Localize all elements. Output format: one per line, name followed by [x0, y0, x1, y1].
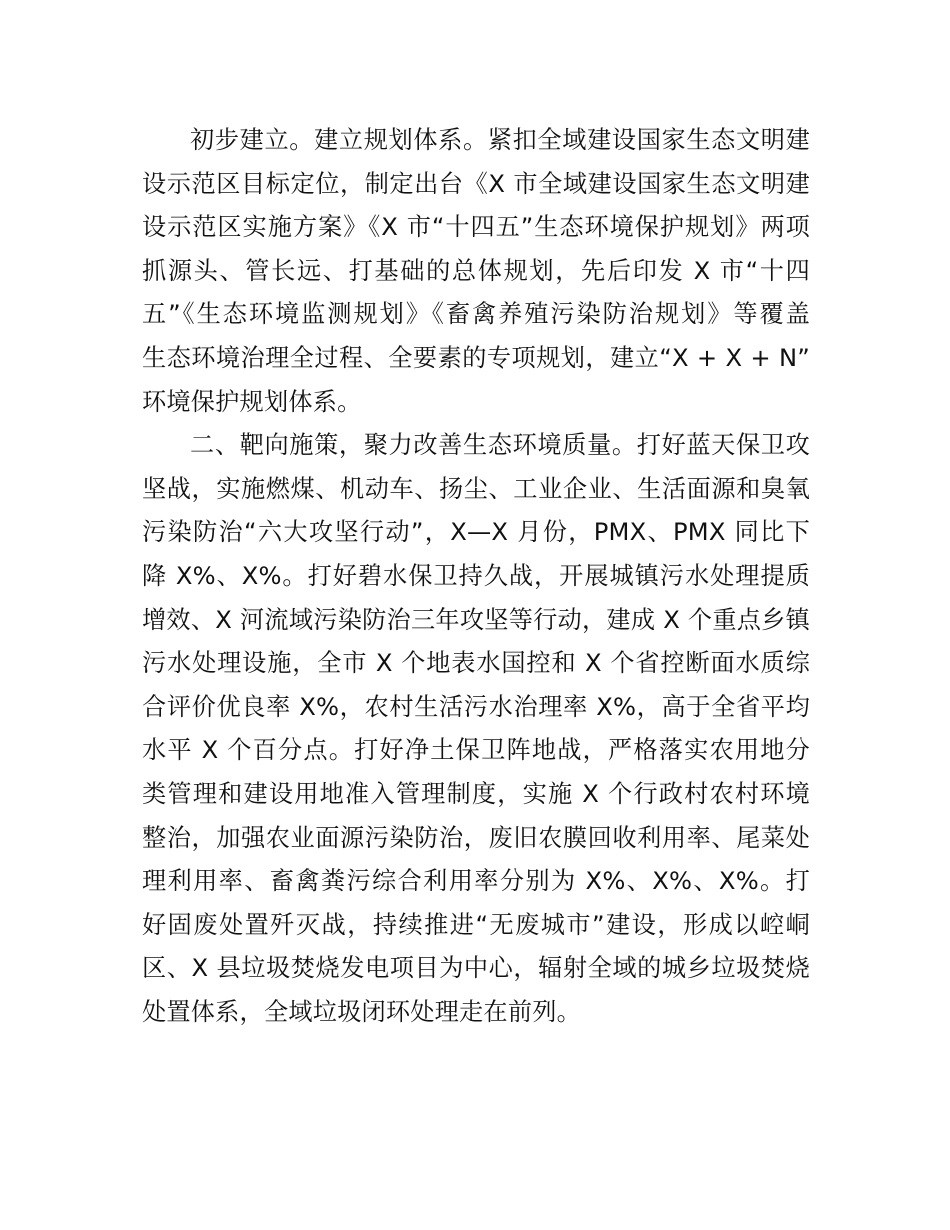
text-line: 处置体系，全域垃圾闭环处理走在前列。 — [142, 997, 581, 1026]
text-line: 初步建立。建立规划体系。紧扣全域建设国家生态文明建 — [190, 126, 810, 154]
text-line: 生态环境治理全过程、全要素的专项规划，建立“X + X + N” — [142, 343, 810, 372]
section-heading-line: 二、靶向施策，聚力改善生态环境质量。打好蓝天保卫攻 — [190, 431, 810, 460]
paragraph-targeted-measures — [142, 424, 810, 1034]
text-line: 整治，加强农业面源污染防治，废旧农膜回收利用率、尾菜处 — [142, 823, 810, 852]
text-line: 合评价优良率 X%，农村生活污水治理率 X%，高于全省平均 — [142, 692, 810, 721]
text-line: 污染防治“六大攻坚行动”，X—X 月份，PMX、PMX 同比下 — [142, 518, 810, 547]
text-line: 污水处理设施，全市 X 个地表水国控和 X 个省控断面水质综 — [142, 649, 810, 678]
text-line: 设示范区目标定位，制定出台《X 市全域建设国家生态文明建 — [142, 169, 810, 198]
text-line: 抓源头、管长远、打基础的总体规划，先后印发 X 市“十四 — [142, 256, 810, 285]
text-line: 坚战，实施燃煤、机动车、扬尘、工业企业、生活面源和臭氧 — [142, 474, 810, 503]
text-line: 类管理和建设用地准入管理制度，实施 X 个行政村农村环境 — [142, 779, 810, 808]
text-line: 设示范区实施方案》《X 市“十四五”生态环境保护规划》两项 — [142, 213, 810, 242]
text-line: 区、X 县垃圾焚烧发电项目为中心，辐射全域的城乡垃圾焚烧 — [142, 954, 810, 983]
text-line: 降 X%、X%。打好碧水保卫持久战，开展城镇污水处理提质 — [142, 561, 810, 590]
text-line: 理利用率、畜禽粪污综合利用率分别为 X%、X%、X%。打 — [142, 867, 810, 896]
text-line: 水平 X 个百分点。打好净土保卫阵地战，严格落实农用地分 — [142, 736, 810, 765]
text-line: 五”《生态环境监测规划》《畜禽养殖污染防治规划》等覆盖 — [142, 300, 810, 329]
document-page — [142, 119, 810, 1034]
text-line: 增效、X 河流域污染防治三年攻坚等行动，建成 X 个重点乡镇 — [142, 605, 810, 634]
text-line: 好固废处置歼灭战，持续推进“无废城市”建设，形成以崆峒 — [142, 910, 810, 939]
paragraph-planning-system — [142, 119, 810, 424]
text-line: 环境保护规划体系。 — [142, 387, 362, 416]
